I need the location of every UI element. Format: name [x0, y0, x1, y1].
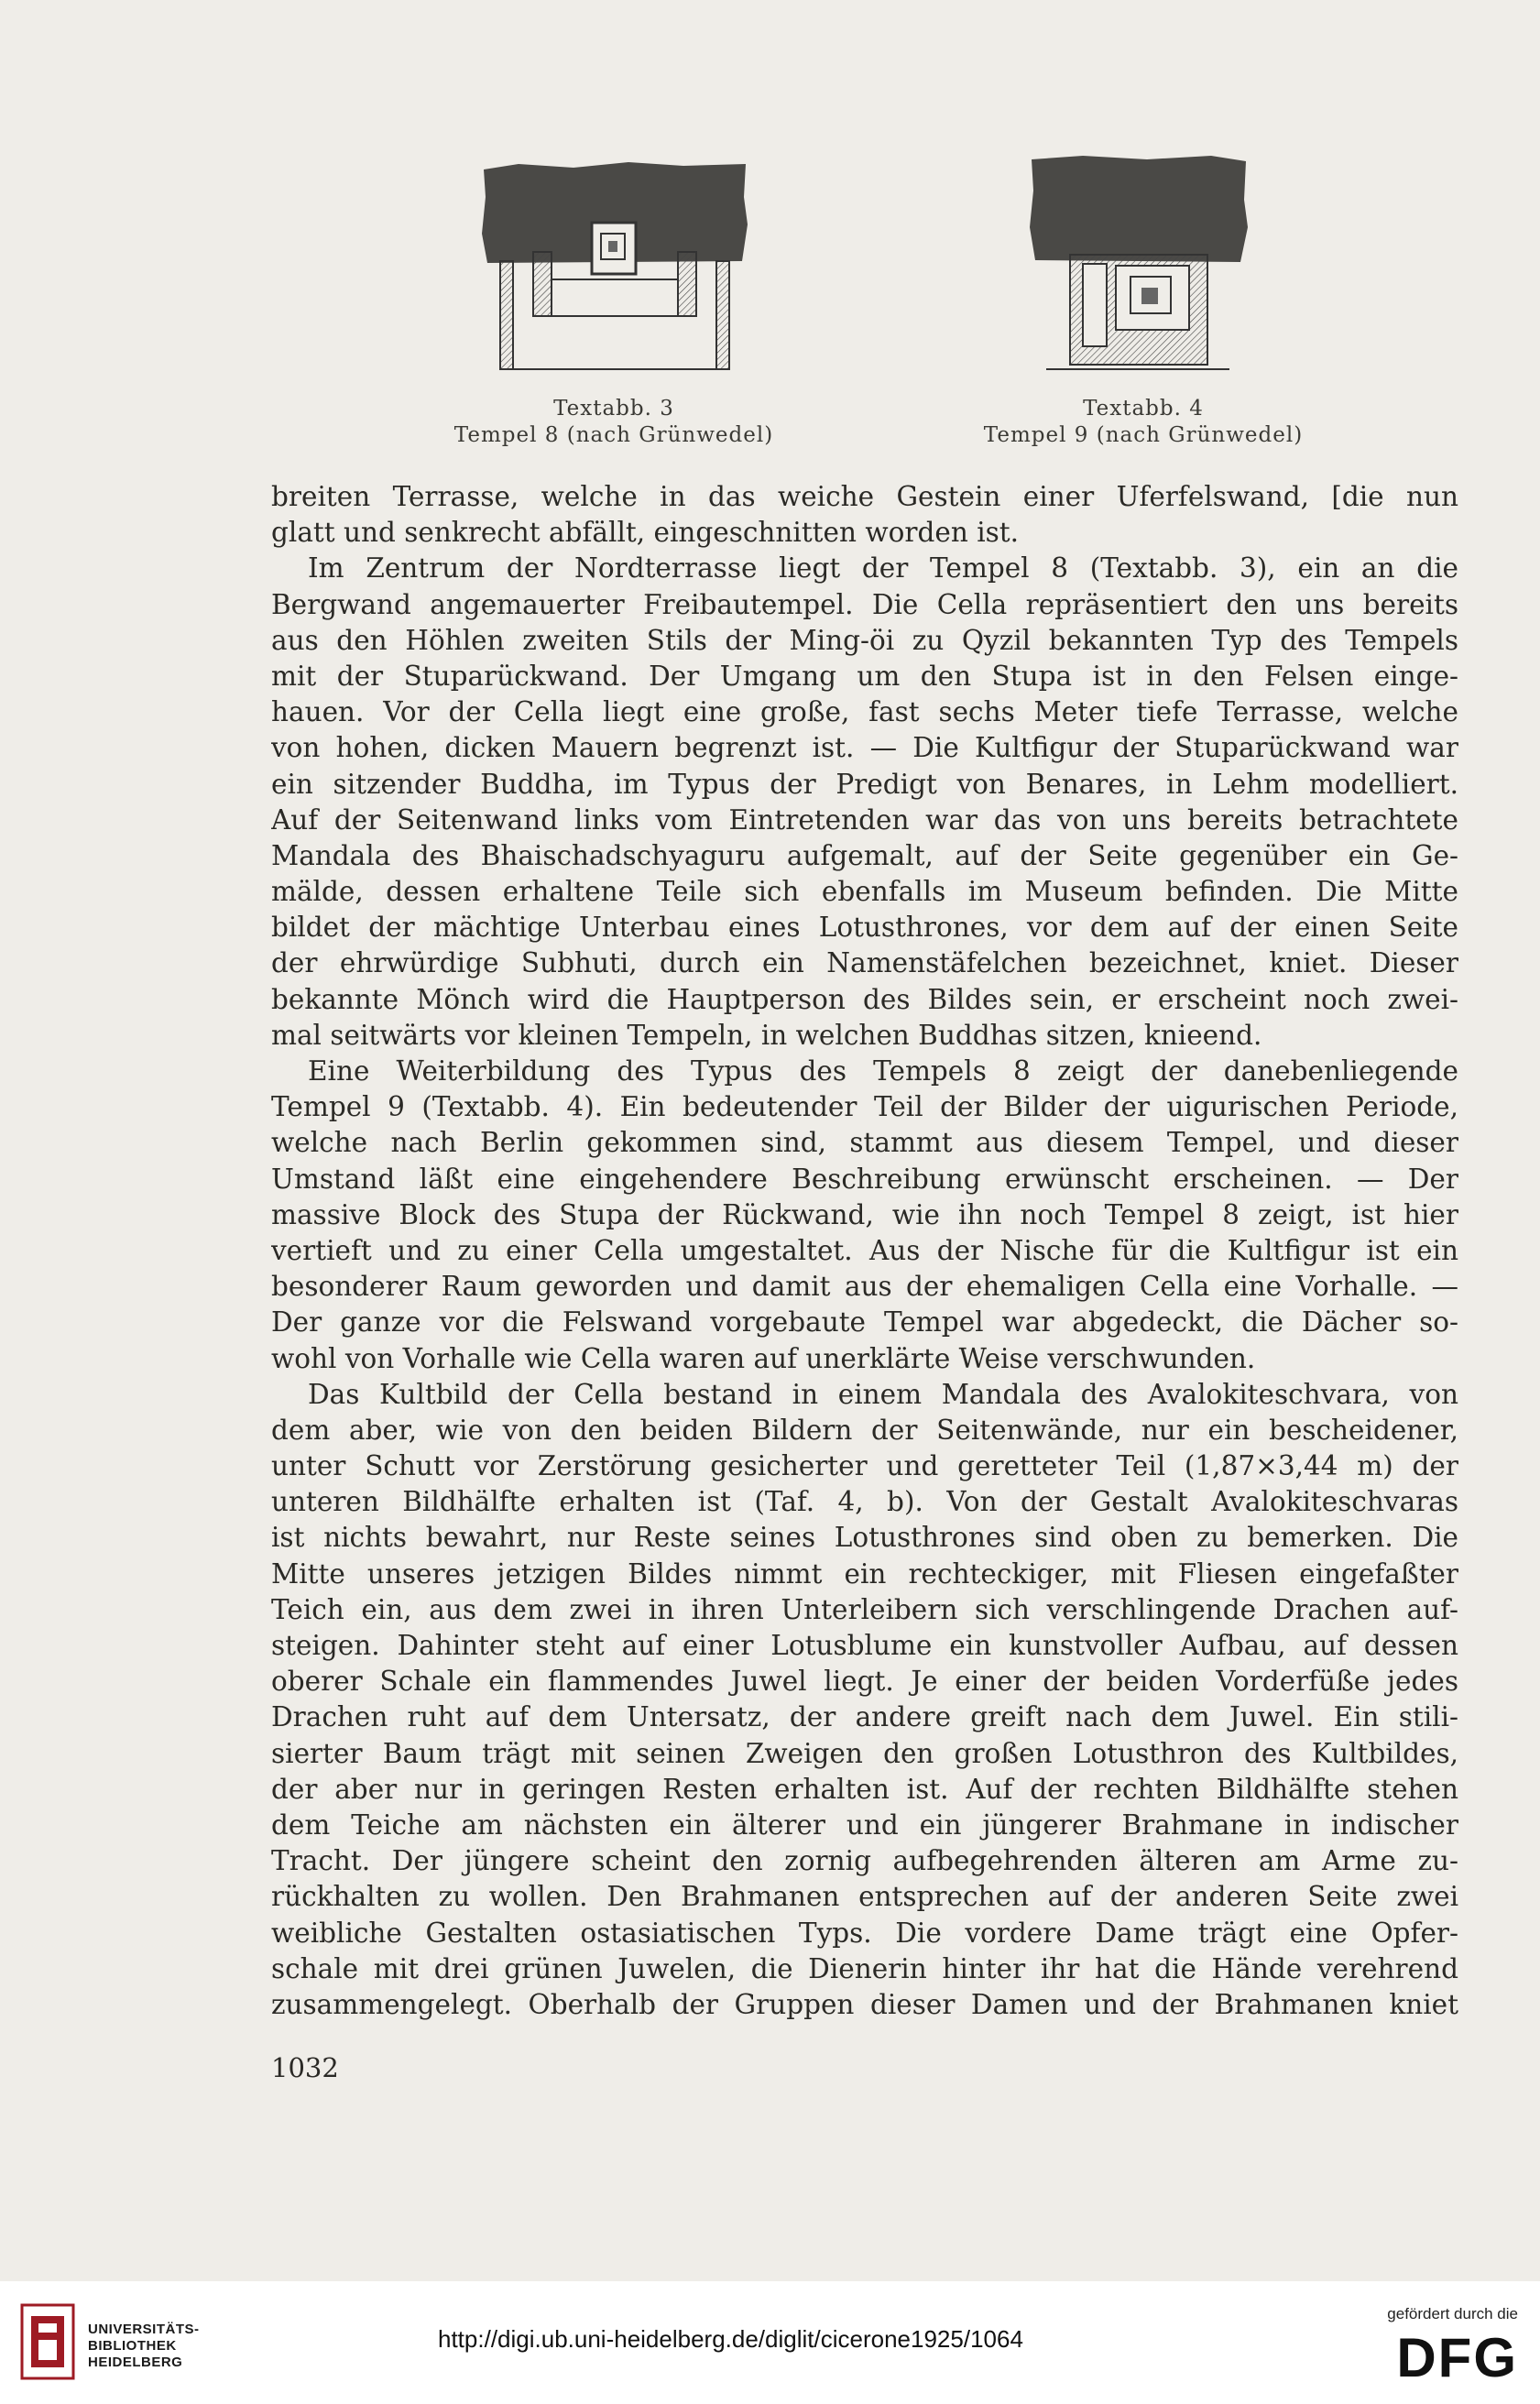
library-name-line-3: HEIDELBERG [88, 2355, 183, 2370]
text-line: besonderer Raum geworden und damit aus der ehemaligen Cella eine Vorhalle. — [271, 1271, 1458, 1303]
temple-8-floorplan-drawing [482, 160, 748, 376]
text-line: mal seitwärts vor kleinen Tempeln, in welchen Buddhas sitzen, knieend. [271, 1019, 1262, 1051]
library-name-line-2: BIBLIOTHEK [88, 2338, 177, 2354]
text-line: rückhalten zu wollen. Den Brahmanen entsprechen auf der anderen Seite zwei [271, 1881, 1458, 1913]
text-line: sierter Baum trägt mit seinen Zweigen den großen Lotusthron des Kultbildes, [271, 1737, 1458, 1769]
dfg-logo: DFG [1396, 2327, 1518, 2388]
text-line: Tracht. Der jüngere scheint den zornig aufbegehrenden älteren am Arme zu- [271, 1845, 1458, 1877]
text-line: bekannte Mönch wird die Hauptperson des Bildes sein, er erscheint noch zwei- [271, 983, 1458, 1015]
funding-note: gefördert durch die [1387, 2305, 1518, 2322]
text-line: Tempel 9 (Textabb. 4). Ein bedeutender Teil der Bilder der uigurischen Periode, [271, 1091, 1458, 1123]
text-line: Teich ein, aus dem zwei in ihren Unterleibern sich verschlingende Drachen auf- [271, 1593, 1458, 1625]
text-line: dem Teiche am nächsten ein älterer und ein jüngerer Brahmane in indischer [271, 1808, 1458, 1841]
text-line: aus den Höhlen zweiten Stils der Ming-öi zu Qyzil bekannten Typ des Tempels [271, 624, 1458, 656]
text-line: glatt und senkrecht abfällt, eingeschnitten worden ist. [271, 517, 1020, 549]
text-line: Umstand läßt eine eingehendere Beschreibung erwünscht erscheinen. — Der [271, 1163, 1458, 1195]
page-number: 1032 [271, 2052, 339, 2083]
text-line: oberer Schale ein flammendes Juwel liegt. Je einer der beiden Vorderfüße jedes [271, 1666, 1458, 1698]
library-name [88, 2322, 200, 2371]
text-line: hauen. Vor der Cella liegt eine große, fast sechs Meter tiefe Terrasse, welche [271, 696, 1458, 728]
text-line: wohl von Vorhalle wie Cella waren auf unerklärte Weise verschwunden. [271, 1342, 1256, 1374]
figure-3-caption [431, 396, 797, 449]
text-line: Mitte unseres jetzigen Bildes nimmt ein rechteckiger, mit Fliesen eingefaßter [271, 1557, 1458, 1590]
university-seal-icon [18, 2301, 77, 2382]
text-line: Mandala des Bhaischadschyaguru aufgemalt, auf der Seite gegenüber ein Ge- [271, 839, 1458, 871]
text-line: zusammengelegt. Oberhalb der Gruppen dieser Damen und der Brahmanen kniet [271, 1988, 1458, 2020]
text-line: Auf der Seitenwand links vom Eintretenden war das von uns bereits betrachtete [271, 803, 1458, 836]
text-line: weibliche Gestalten ostasiatischen Typs. Die vordere Dame trägt eine Opfer- [271, 1917, 1458, 1949]
text-line: Im Zentrum der Nordterrasse liegt der Tempel 8 (Textabb. 3), ein an die [308, 552, 1458, 585]
text-line: Bergwand angemauerter Freibautempel. Die Cella repräsentiert den uns bereits [271, 588, 1458, 620]
text-line: Drachen ruht auf dem Untersatz, der andere greift nach dem Juwel. Ein stili- [271, 1701, 1458, 1733]
text-line: Der ganze vor die Felswand vorgebaute Tempel war abgedeckt, die Dächer so- [271, 1306, 1458, 1339]
text-line: breiten Terrasse, welche in das weiche Gestein einer Uferfelswand, [die nun [271, 481, 1458, 512]
text-line: Eine Weiterbildung des Typus des Tempels 8 zeigt der danebenliegende [308, 1055, 1458, 1087]
figure-tempel-8-plan [482, 160, 748, 376]
text-line: mälde, dessen erhaltene Teile sich ebenfalls im Museum befinden. Die Mitte [271, 876, 1458, 908]
figure-tempel-9-plan [1028, 154, 1248, 378]
text-line: dem aber, wie von den beiden Bildern der Seitenwände, nur ein bescheidener, [271, 1414, 1458, 1446]
figure-4-title: Tempel 9 (nach Grünwedel) [983, 423, 1304, 447]
text-line: unteren Bildhälfte erhalten ist (Taf. 4, b). Von der Gestalt Avalokiteschvaras [271, 1486, 1458, 1518]
footer-bar [0, 2281, 1540, 2404]
library-name-line-1: UNIVERSITÄTS- [88, 2322, 200, 2337]
text-line: ist nichts bewahrt, nur Reste seines Lotusthrones sind oben zu bemerken. Die [271, 1522, 1458, 1554]
temple-9-floorplan-drawing [1028, 154, 1248, 378]
figure-4-caption [960, 396, 1327, 449]
text-line: der ehrwürdige Subhuti, durch ein Namenstäfelchen bezeichnet, kniet. Dieser [271, 947, 1458, 979]
figure-3-label: Textabb. 3 [553, 397, 674, 421]
text-line: steigen. Dahinter steht auf einer Lotusblume ein kunstvoller Aufbau, auf dessen [271, 1630, 1458, 1661]
text-line: ein sitzender Buddha, im Typus der Predigt von Benares, in Lehm modelliert. [271, 768, 1458, 800]
source-url-link[interactable]: http://digi.ub.uni-heidelberg.de/diglit/cicerone1925/1064 [438, 2325, 1023, 2353]
text-line: vertieft und zu einer Cella umgestaltet. Aus der Nische für die Kultfigur ist ein [271, 1234, 1458, 1266]
text-line: von hohen, dicken Mauern begrenzt ist. — Die Kultfigur der Stuparückwand war [271, 732, 1458, 764]
text-line: schale mit drei grünen Juwelen, die Dienerin hinter ihr hat die Hände verehrend [271, 1952, 1458, 1984]
text-line: bildet der mächtige Unterbau eines Lotusthrones, vor dem auf der einen Seite [271, 912, 1458, 944]
text-line: unter Schutt vor Zerstörung gesicherter und geretteter Teil (1,87×3,44 m) der [271, 1450, 1458, 1482]
figure-3-title: Tempel 8 (nach Grünwedel) [453, 423, 774, 447]
text-line: welche nach Berlin gekommen sind, stammt aus diesem Tempel, und dieser [271, 1127, 1458, 1159]
figure-4-label: Textabb. 4 [1083, 397, 1204, 421]
text-line: Das Kultbild der Cella bestand in einem Mandala des Avalokiteschvara, von [308, 1378, 1458, 1410]
text-line: der aber nur in geringen Resten erhalten ist. Auf der rechten Bildhälfte stehen [271, 1773, 1458, 1805]
body-text [271, 479, 1458, 2023]
text-line: massive Block des Stupa der Rückwand, wie ihn noch Tempel 8 zeigt, ist hier [271, 1198, 1458, 1230]
text-line: mit der Stuparückwand. Der Umgang um den Stupa ist in den Felsen einge- [271, 660, 1458, 692]
